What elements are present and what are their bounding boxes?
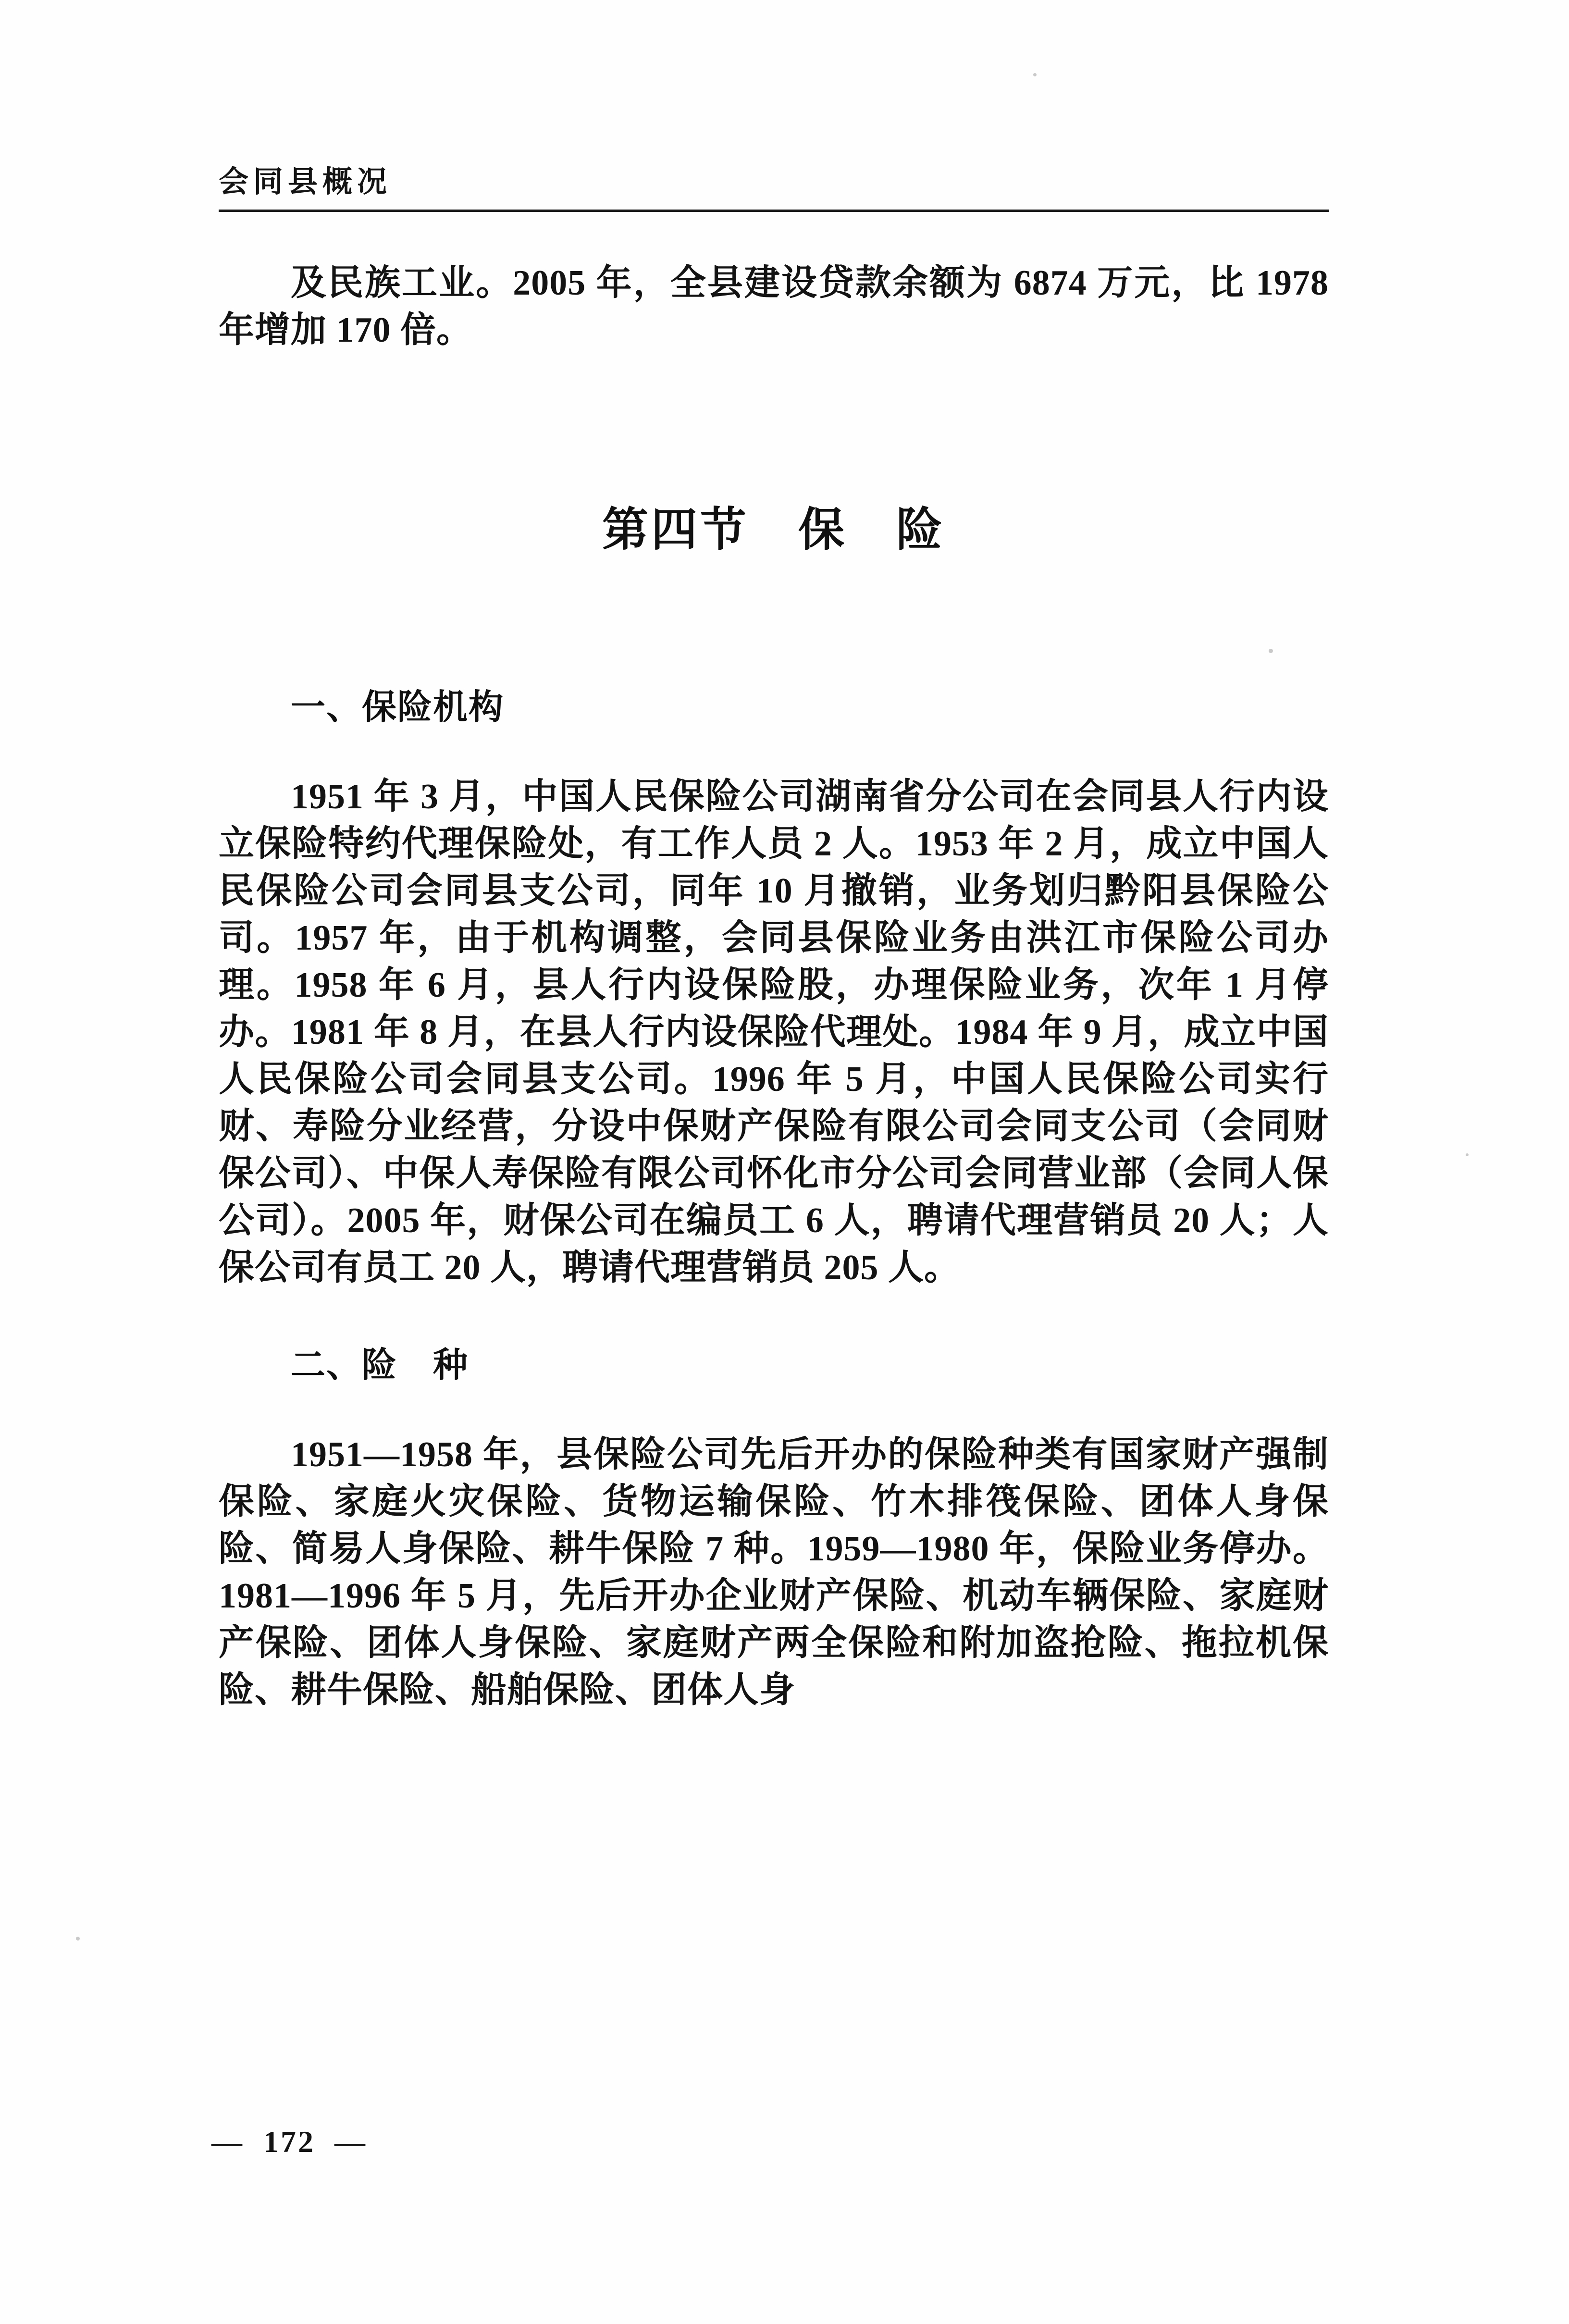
spacer bbox=[219, 729, 1329, 773]
paragraph-intro: 及民族工业。2005 年，全县建设贷款余额为 6874 万元，比 1978 年增加 170 倍。 bbox=[219, 263, 1329, 350]
subheading-insurance-types: 二、险 种 bbox=[291, 1345, 469, 1385]
running-header bbox=[219, 166, 1329, 212]
paragraph-types: 1951—1958 年，县保险公司先后开办的保险种类有国家财产强制保险、家庭火灾保险、货物运输保险、竹木排筏保险、团体人身保险、简易人身保险、耕牛保险 7 种。1959—1980 年，保险业务停办。1981—1996 年 5 月，先后开办企业财产保险、机动车辆保险、家庭财产保险、团体人身保险、家庭财产两全保险和附加盗抢险、拖拉机保险、耕牛保险、船舶保险、团体人身 bbox=[219, 1435, 1329, 1710]
text-column bbox=[219, 260, 1329, 1714]
spacer bbox=[219, 1291, 1329, 1337]
running-header-title: 会同县概况 bbox=[219, 164, 392, 199]
paragraph-institutions: 1951 年 3 月，中国人民保险公司湖南省分公司在会同县人行内设立保险特约代理保险处，有工作人员 2 人。1953 年 2 月，成立中国人民保险公司会同县支公司，同年 10 月撤销，业务划归黔阳县保险公司。1957 年，由于机构调整，会同县保险业务由洪江市保险公司办理。1958 年 6 月，县人行内设保险股，办理保险业务，次年 1 月停办。1981 年 8 月，在县人行内设保险代理处。1984 年 9 月，成立中国人民保险公司会同县支公司。1996 年 5 月，中国人民保险公司实行财、寿险分业经营，分设中保财产保险有限公司会同支公司（会同财保公司）、中保人寿保险有限公司怀化市分公司会同营业部（会同人保公司）。2005 年，财保公司在编员工 6 人，聘请代理营销员 20 人；人保公司有员工 20 人，聘请代理营销员 205 人。 bbox=[219, 777, 1329, 1287]
page-number: — 172 — bbox=[211, 2125, 367, 2159]
scan-speckle bbox=[1269, 649, 1273, 653]
spacer bbox=[219, 1387, 1329, 1431]
subheading-insurance-institutions: 一、保险机构 bbox=[291, 687, 505, 727]
section-title: 第四节 保 险 bbox=[602, 503, 945, 556]
scan-speckle bbox=[1466, 1153, 1469, 1156]
spacer bbox=[219, 559, 1329, 679]
scan-speckle bbox=[1033, 73, 1037, 76]
scan-speckle bbox=[76, 1937, 80, 1941]
header-rule bbox=[219, 210, 1329, 212]
spacer bbox=[219, 354, 1329, 493]
